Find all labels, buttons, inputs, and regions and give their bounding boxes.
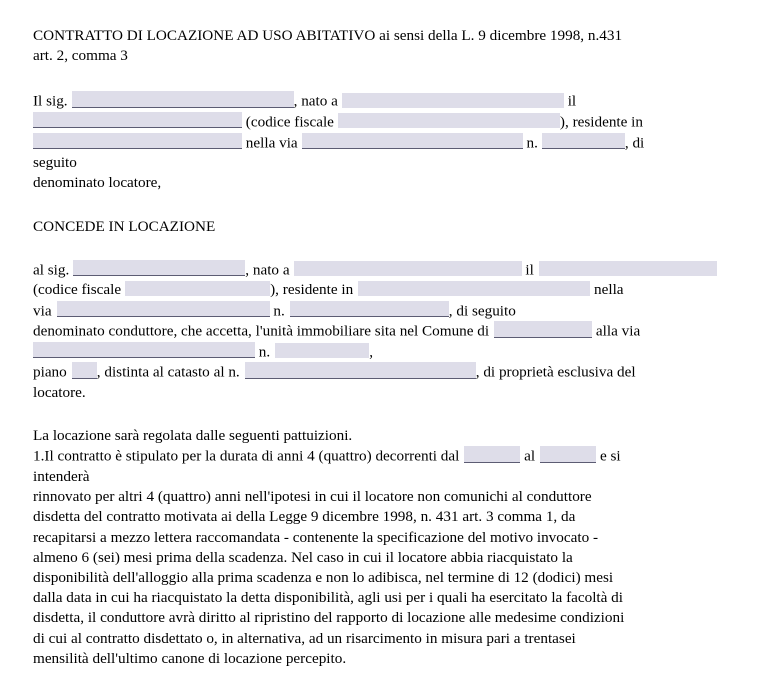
clause-body-line: mensilità dell'ultimo canone di locazione percepito. bbox=[33, 649, 347, 667]
label-comma: , bbox=[369, 343, 373, 361]
tenant-residence-field[interactable] bbox=[358, 281, 590, 296]
clause-body-line: disdetta del contratto motivata ai della Legge 9 dicembre 1998, n. 431 art. 3 comma 1, da bbox=[33, 508, 576, 526]
tenant-birthplace-field[interactable] bbox=[294, 261, 522, 276]
spacer bbox=[33, 403, 739, 426]
label-di-seguito: , di seguito bbox=[448, 301, 516, 319]
label-n: n. bbox=[273, 301, 285, 319]
clause-1-text-part2: e si bbox=[599, 447, 621, 465]
label-alla-via: alla via bbox=[595, 322, 641, 340]
document-title bbox=[33, 26, 739, 46]
clause-1-label-al: al bbox=[524, 447, 536, 465]
clause-body-line: disponibilità dell'alloggio alla prima scadenza e non lo adibisca, nel termine di 12 (dodici) mesi bbox=[33, 568, 614, 586]
clause-body-line: disdetta, il conduttore avrà diritto al ripristino del rapporto di locazione alle medesime condizioni bbox=[33, 609, 625, 627]
tenant-line-3 bbox=[33, 301, 739, 322]
label-n: n. bbox=[526, 133, 538, 151]
label-nella: nella bbox=[594, 281, 624, 299]
contract-start-date-field[interactable] bbox=[464, 446, 520, 462]
spacer bbox=[33, 66, 739, 91]
title-line1-main: CONTRATTO DI LOCAZIONE AD USO ABITATIVO bbox=[33, 27, 376, 44]
label-al-sig: al sig. bbox=[33, 261, 70, 279]
contract-end-date-field[interactable] bbox=[540, 446, 596, 462]
clause-body-line: dalla data in cui ha riacquistato la detta disponibilità, agli usi per i quali ha esercitato la facoltà di bbox=[33, 589, 623, 607]
clauses-intro: La locazione sarà regolata dalle seguenti pattuizioni. bbox=[33, 427, 353, 445]
clause-1-line-1 bbox=[33, 446, 739, 467]
tenant-street-field[interactable] bbox=[57, 301, 270, 317]
tenant-line-5 bbox=[33, 342, 739, 363]
clause-1-text-part1: 1.Il contratto è stipulato per la durata di anni 4 (quattro) decorrenti dal bbox=[33, 447, 460, 465]
landlord-name-field[interactable] bbox=[72, 91, 294, 107]
landlord-line-2 bbox=[33, 112, 739, 133]
document-body bbox=[33, 26, 739, 669]
landlord-street-field[interactable] bbox=[302, 133, 523, 149]
document-title-line2: art. 2, comma 3 bbox=[33, 47, 128, 65]
clause-body-line: recapitarsi a mezzo lettera raccomandata - contenente la specificazione del motivo invocato - bbox=[33, 528, 599, 546]
property-municipality-field[interactable] bbox=[494, 321, 592, 337]
tenant-street-number-field[interactable] bbox=[290, 301, 449, 317]
property-floor-field[interactable] bbox=[72, 362, 97, 378]
tenant-birthdate-field[interactable] bbox=[539, 261, 717, 276]
label-residente-in: ), residente in bbox=[559, 113, 644, 131]
label-nato-a: , nato a bbox=[245, 261, 290, 279]
label-codice-fiscale: (codice fiscale bbox=[245, 113, 334, 131]
label-di: , di bbox=[624, 133, 645, 151]
label-il-sig: Il sig. bbox=[33, 92, 68, 110]
spacer bbox=[33, 237, 739, 260]
tenant-line-2 bbox=[33, 280, 739, 300]
clause-body-line: rinnovato per altri 4 (quattro) anni nell'ipotesi in cui il locatore non comunichi al conduttore bbox=[33, 488, 592, 506]
landlord-residence-field[interactable] bbox=[33, 133, 242, 149]
label-n2: n. bbox=[258, 343, 271, 361]
landlord-line-5: denominato locatore, bbox=[33, 174, 162, 192]
landlord-fiscal-code-field[interactable] bbox=[338, 113, 560, 128]
landlord-street-number-field[interactable] bbox=[542, 133, 625, 149]
property-cadastral-field[interactable] bbox=[245, 362, 476, 378]
label-nato-a: , nato a bbox=[293, 92, 338, 110]
label-via: via bbox=[33, 301, 52, 319]
tenant-fiscal-code-field[interactable] bbox=[125, 281, 270, 296]
property-street-number-field[interactable] bbox=[275, 343, 369, 358]
label-nella-via: nella via bbox=[245, 133, 298, 151]
label-proprieta: , di proprietà esclusiva del bbox=[475, 363, 636, 381]
spacer bbox=[33, 194, 739, 217]
label-piano: piano bbox=[33, 363, 67, 381]
label-denominato-conduttore: denominato conduttore, che accetta, l'unità immobiliare sita nel Comune di bbox=[33, 322, 490, 340]
tenant-line-4 bbox=[33, 321, 739, 342]
landlord-line-3 bbox=[33, 133, 739, 154]
tenant-name-field[interactable] bbox=[73, 260, 245, 276]
label-codice-fiscale: (codice fiscale bbox=[33, 281, 122, 299]
tenant-line-6 bbox=[33, 362, 739, 383]
landlord-birthplace-field[interactable] bbox=[342, 93, 564, 108]
title-line1-reference: ai sensi della L. 9 dicembre 1998, n.431 bbox=[375, 27, 623, 44]
clause-body-line: di cui al contratto disdettato o, in alternativa, ad un risarcimento in misura pari a trentasei bbox=[33, 629, 576, 647]
clause-1-line-2: intenderà bbox=[33, 467, 90, 485]
label-distinta: , distinta al catasto al n. bbox=[96, 363, 240, 381]
landlord-line-1 bbox=[33, 91, 739, 112]
label-il: il bbox=[525, 261, 534, 279]
label-il: il bbox=[567, 92, 577, 110]
tenant-line-1 bbox=[33, 260, 739, 281]
landlord-line-4: seguito bbox=[33, 154, 77, 172]
label-residente-in: ), residente in bbox=[270, 281, 354, 299]
section-heading-concede: CONCEDE IN LOCAZIONE bbox=[33, 217, 216, 235]
landlord-birthdate-field[interactable] bbox=[33, 112, 242, 128]
clause-body-line: almeno 6 (sei) mesi prima della scadenza. Nel caso in cui il locatore abbia riacquistato la bbox=[33, 548, 573, 566]
property-street-field[interactable] bbox=[33, 342, 255, 358]
tenant-line-7: locatore. bbox=[33, 383, 86, 401]
